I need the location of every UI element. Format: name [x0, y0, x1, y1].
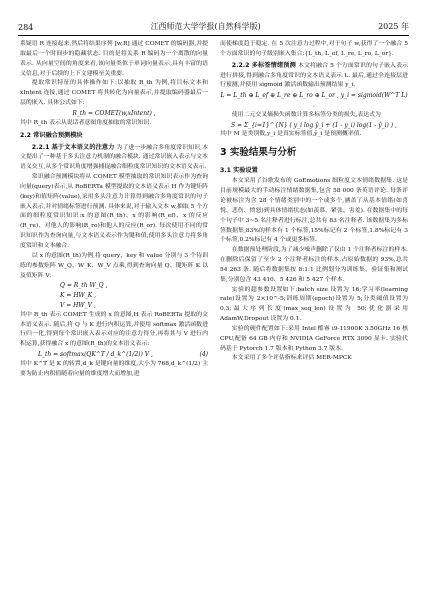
equation-l: L = L_th ⊕ L_ef ⊕ L_re ⊕ L_ro ⊕ L_or , y_i = sigmoid(W^T L) .: [220, 92, 408, 110]
paragraph: 其中 R_th 表示 COMET 生成的 x 的意图,H 表示 RoBERTa 提取的文本语义表示. 随后,将 Q 与 K 进行内积运算,并使用 softmax 激活函数进行归一化,得到每个常识嵌入表示对应的注意力得分,再将其与 V 进行内积运算,获得融合 x 的意图(R_th)的文本语义表示:: [20, 311, 208, 348]
paragraph: 其中 M 是类别数,y_i 是真实标签值,ŷ_i 是预测概率值.: [220, 131, 362, 138]
equation-number: (4): [199, 351, 208, 359]
equation-k: K = HW_K ,: [60, 292, 97, 300]
paragraph: 本文采用了谷歌发布的 GoEmotions 细粒度文本情绪数据集. 这是目前规模最大的手动标注情绪数据集,包含 58 000 条英语评论. 每条评论被标注为含 28 个情绪类别中的一个或多个,涵盖了从基本情绪(如喜悦、悲伤、愤怒)到具体情绪状态(如羡慕、紧张、害羞). 在数据集中的每个句子中 3~5 名注释者进行标注,总共有 83 名注释者. 该数据集为多标签数据集,83%的样本有 1 个标签,15%标记有 2 个标签,1.8%标记有 3 个标签,0.2%标记有 4 个或更多标签.: [220, 178, 408, 244]
equation-v: V = HW_V ,: [60, 301, 96, 309]
equation-r: R_th = COMET(w,xIntent) ,: [72, 109, 156, 117]
left-column: [20, 40, 208, 380]
equation-loss: S = Σ_{i=1}^{N} ( y_i log ŷ_i + (1 - y_i) log(1 - ŷ_i) ) ,: [231, 121, 397, 129]
page-number: 284: [18, 23, 34, 32]
paragraph: 其中 R_th 表示从说话者意图角度抽取的常识知识.: [20, 119, 152, 126]
paragraph: 提取常识特征的具体操作如下:以抽取 R_th 为例,将目标文本和 xIntent 连接,通过 COMET 将其转化为向量表示,并提取编码器最后一层的嵌入. 具体公式如下:: [20, 80, 208, 107]
paragraph: 系疑语 R 连接起来,然后将结果序列 [w,R] 通过 COMET 的编码器,并提取最后一个时间步的隐藏状态. 目的是将关系 R 编码为一个离散的向量表示. 从向量空间的角度来看,该向量类似于单词向量表示,具有丰富的语义信息,对于后续的上下文建模至关重要.: [20, 41, 208, 77]
equation-attention: [20, 350, 208, 360]
section-heading: 3 实验结果与分析: [220, 147, 297, 159]
journal-title: 江西师范大学学报(自然科学版): [150, 22, 261, 31]
subsection-heading: 2.2.1 基于文本语义的注意力: [31, 143, 115, 151]
paragraph: 在数据预处理阶段,为了减少噪声删除了仅由 1 个注释者标注的样本. 在删除后保留了至少 2 个注释者标注的样本,占原始数据的 93%,总共 54 263 条. 随后将数据集按 8:1:1 比例划分为训练集、验证集和测试集,分别包含 43 410、5 426 和 5 427 个样本.: [220, 247, 408, 283]
paragraph: 使用二元交叉熵损失函数计算多标签分类的损失,表达式为: [231, 111, 381, 118]
section-heading: 2.2 常识融合预测模块: [20, 131, 83, 139]
equation-attention-body: L_th = softmax(QK^T / d_k^(1/2)) V ,: [38, 351, 153, 359]
paragraph: 以 x 的意图(R_th)为例,将 query、key 和 value 分别与 3 个待训练的参数矩阵 W_Q、W_K、W_V 点乘,得到查询向量 Q、键矩阵 K 以及值矩阵 V:: [20, 252, 208, 279]
subsection-heading: 3.1 实验设置: [220, 167, 258, 175]
paragraph: 为了进一步融合多角度常识知识,本文提出了一种基于多头注意力机制的融合模块. 通过常识嵌入表示与文本语义交互,从多个常识角度增强捕捉融合细粒度常识知识的文本语义表示.: [20, 144, 208, 171]
paragraph: 本文采用了多个评估指标来评估 MER-MPCK: [231, 355, 352, 362]
paragraph: 其中 K^T 是 K 的转置,d_k 是键向量的维度,大小为 768,d_k^(1/2) 主要为防止内积值随着向量的维度增大而增加,进: [20, 360, 208, 377]
publication-year: 2025 年: [378, 22, 409, 31]
paragraph: 常识融合预测模块将从 COMET 模型抽取的常识知识表示作为查询向量(query)表示,从 RoBERTa 模型提取的文本语义表示 H 作为键矩阵(key)和值矩阵(value),采用多头注意力计算得到融合多角度常识的句子嵌入表示,并对情绪标签进行预测. 具体来说,对于输入文本 w,抽取 5 个方面的细粒度常识知识:x 的意图(R_th)、x 的影响(R_ef)、x 的反应(R_re)、对他人的影响(R_ro)和他人的反应(R_or). 每次使用不同的常识知识作为查询向量,与文本语义表示作为键和值,使用多头注意力将多角度常识和文本融合.: [20, 174, 209, 249]
equation-q: Q = R_th W_Q ,: [60, 282, 108, 290]
paragraph: 本文将融合 5 个方面常识的句子嵌入表示进行拼接,得到融合多角度常识的文本语义表示 L. 最后,通过全连接层进行预测,并使用 sigmoid 激活函数输出预测结果 y_i,: [220, 62, 408, 89]
paragraph: 实验的硬件配置如下:采用 Intel 酷睿 i9-11900K 3.50GHz 16 核 CPU,配备 64 GB 内存和 NVIDIA GeForce RTX 3090 显卡. 实验代码基于 Pytorch 1.7 版本和 Python 3.7 版本.: [220, 325, 408, 352]
subsection-heading: 2.2.2 多标签情绪预测: [231, 61, 296, 69]
paragraph: 实验的超参数设置如下:batch size 设置为 16;学习率(learning rate)设置为 2×10^-5;训练周期(epoch)设置为 5;分类阈值设置为 0.3;最大序列长度(max_seq_len)设置为 50;优化器采用 AdamW,Dropout 设置为 0.1.: [220, 286, 408, 323]
page-header: [18, 18, 409, 36]
right-column: [220, 40, 408, 364]
paragraph: 而使梯度趋于稳定. 在 5 次注意力过程中,对于句子 w,获得了一个融合 5 个方面常识的句子级别嵌入集合:{L_th, L_ef, L_re, L_ro, L_or}.: [220, 41, 408, 57]
